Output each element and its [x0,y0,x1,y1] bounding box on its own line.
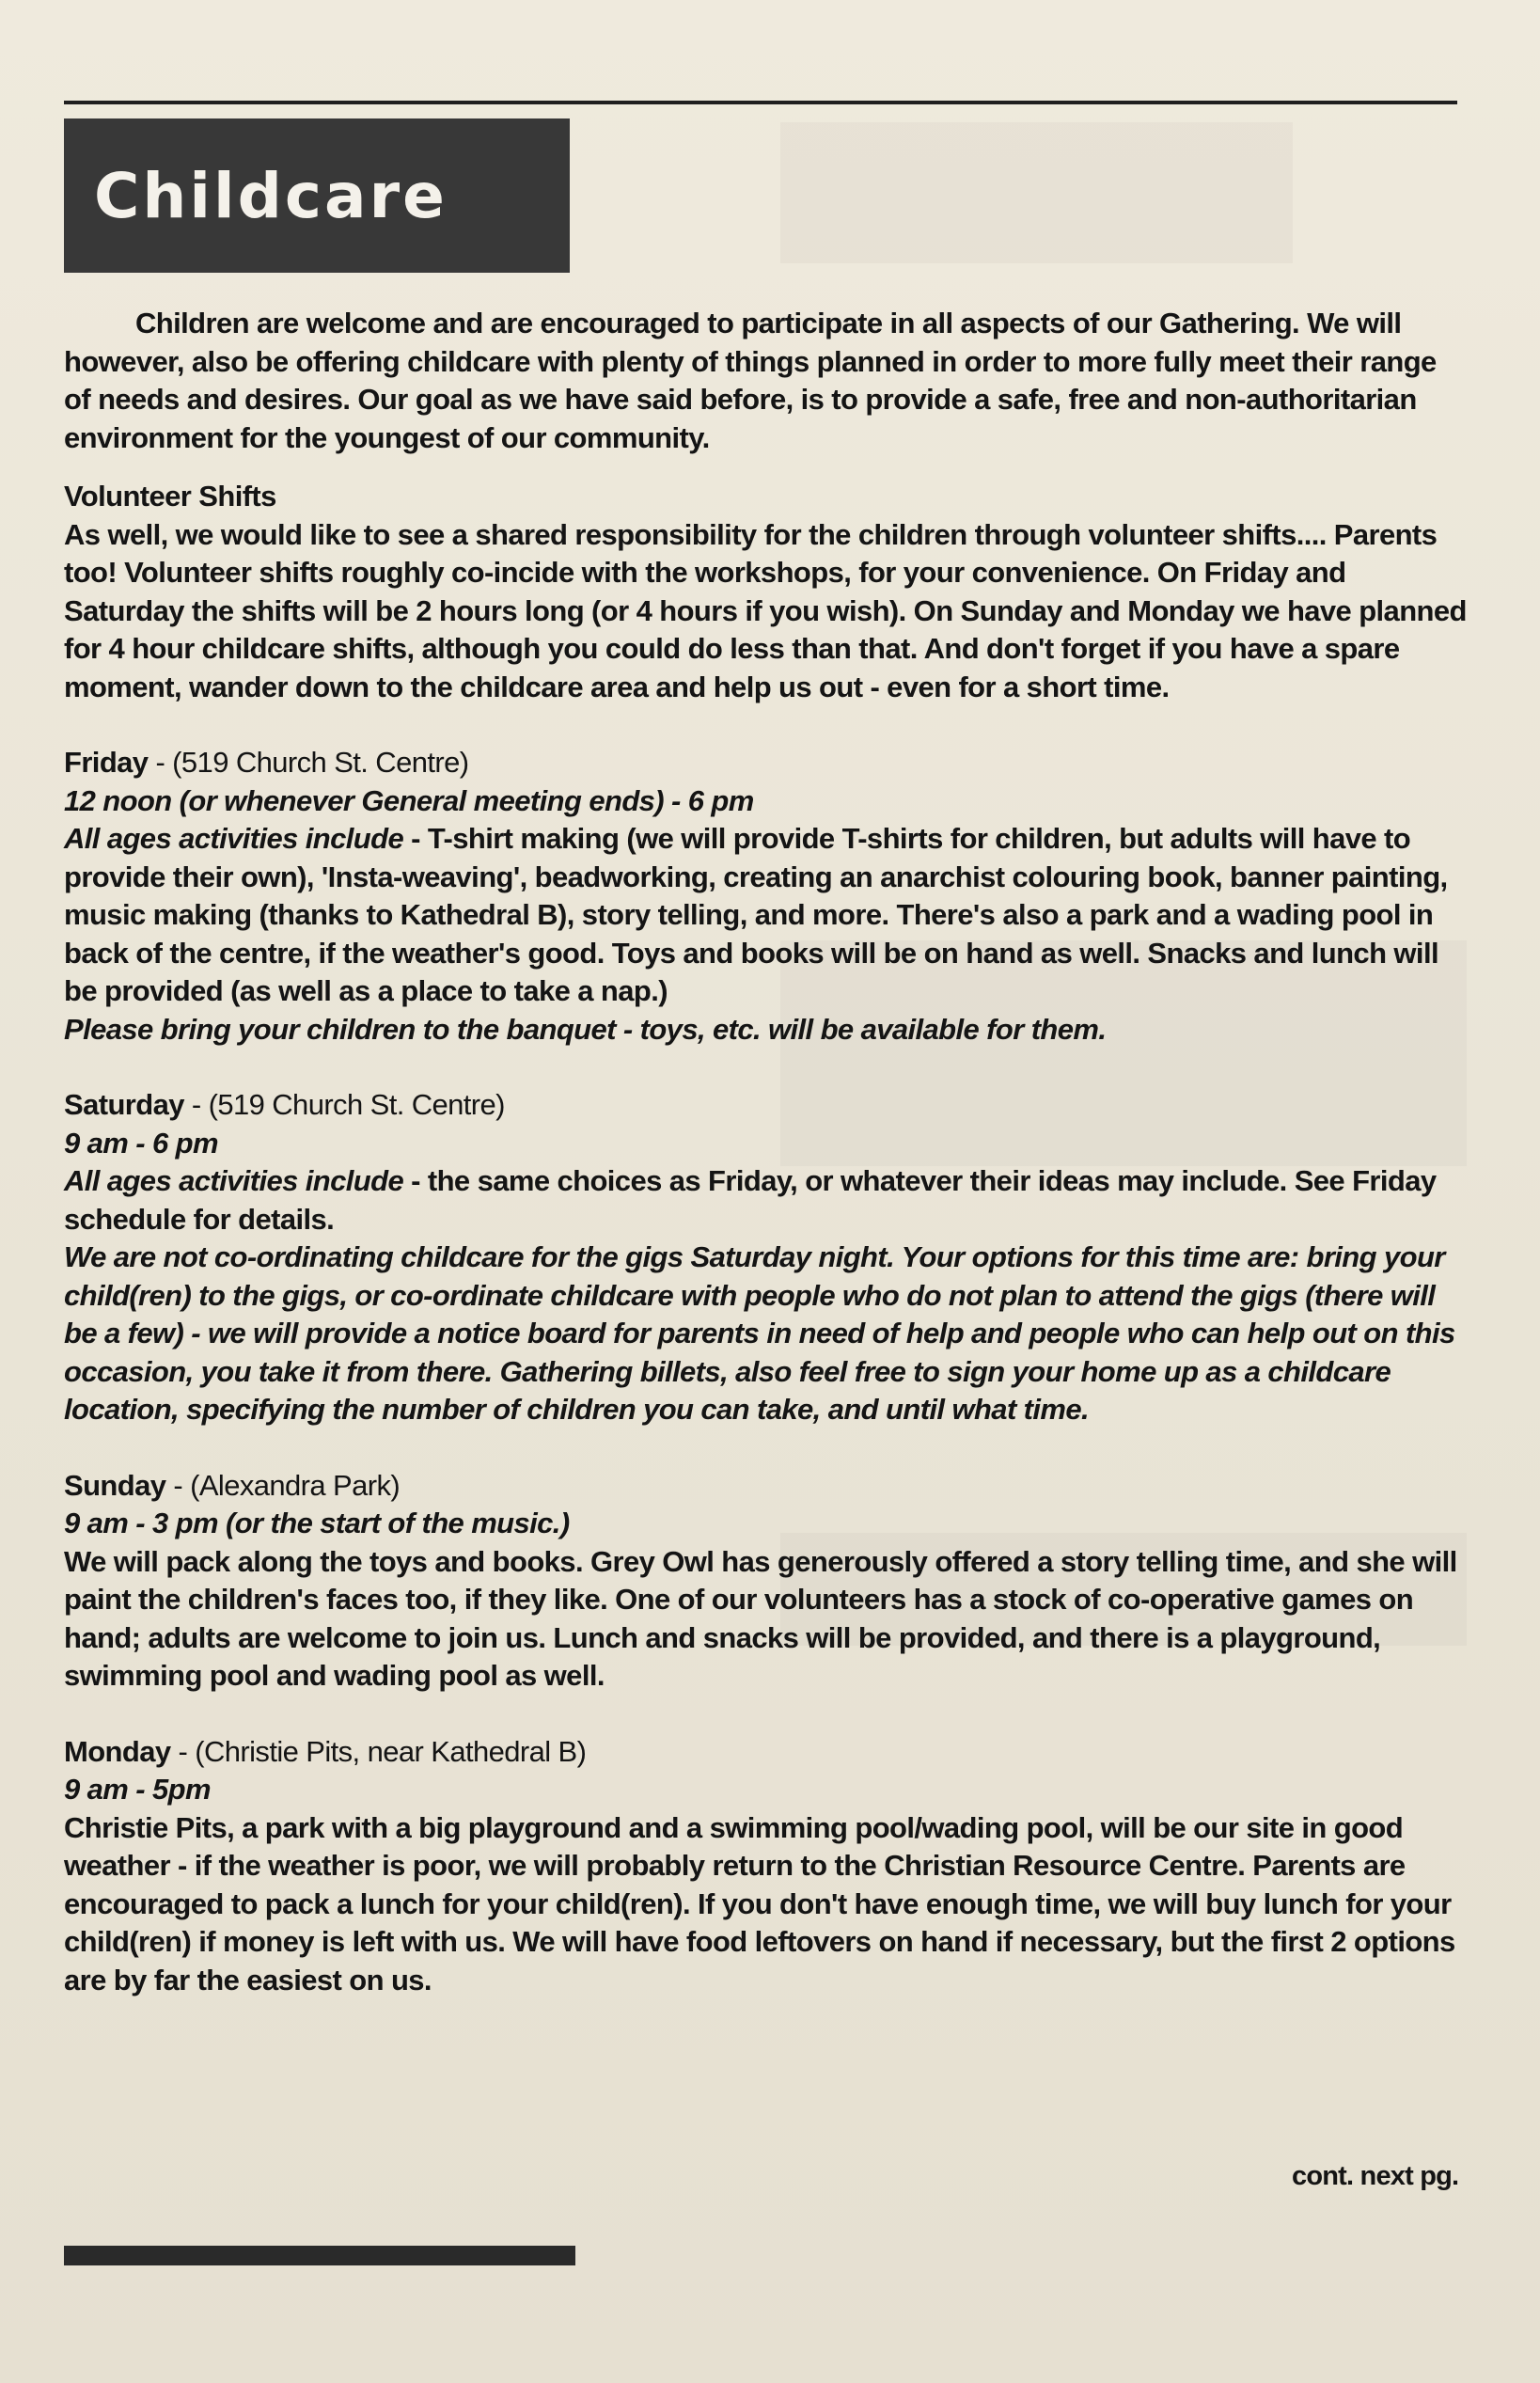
friday-heading [64,744,1467,782]
saturday-paragraph [64,1162,1467,1239]
top-rule [64,101,1457,104]
friday-day: Friday [64,746,149,779]
monday-heading [64,1733,1467,1772]
saturday-time: 9 am - 6 pm [64,1126,218,1160]
article-body [64,305,1467,1999]
sunday-venue: - (Alexandra Park) [165,1468,401,1502]
bottom-rule [64,2246,575,2265]
friday-paragraph [64,820,1467,1011]
monday-paragraph: Christie Pits, a park with a big playground and a swimming pool/wading pool, will be our site in good weather - if the weather is poor, we will probably return to the Christian Resource Centre. Parents are encouraged to pack a lunch for your child(ren). If you don't have enough time, we will buy lunch for your child(ren) if money is left with us. We will have food leftovers on hand if necessary, but the first 2 options are by far the easiest on us. [64,1810,1455,1996]
page-title: Childcare [94,159,448,232]
saturday-venue: - (519 Church St. Centre) [183,1088,505,1121]
sunday-time: 9 am - 3 pm (or the start of the music.) [64,1507,570,1539]
bleed-through-block [780,122,1293,263]
friday-time: 12 noon (or whenever General meeting ends) - 6 pm [64,783,754,817]
saturday-note: We are not co-ordinating childcare for the gigs Saturday night. Your options for this time are: bring your child(ren) to the gigs, or co-ordinate childcare with people who do not plan to attend the gigs (there will be a few) - we will provide a notice board for parents in need of help and people who can help out on this occasion, you take it from there. Gathering billets, also feel free to sign your home up as a childcare location, specifying the number of children you can take, and until what time. [64,1240,1455,1426]
sunday-heading [64,1467,1467,1506]
saturday-lead: All ages activities include [64,1164,404,1197]
title-banner [64,118,570,273]
volunteer-paragraph: As well, we would like to see a shared responsibility for the children through volunteer shifts.... Parents too! Volunteer shifts roughly co-incide with the workshops, for your convenience. On Friday and Saturday the shifts will be 2 hours long (or 4 hours if you wish). On Sunday and Monday we have planned for 4 hour childcare shifts, although you could do less than that. And don't forget if you have a spare moment, wander down to the childcare area and help us out - even for a short time. [64,517,1467,703]
friday-note: Please bring your children to the banquet - toys, etc. will be available for them. [64,1012,1107,1046]
sunday-day: Sunday [64,1468,166,1502]
monday-time: 9 am - 5pm [64,1773,211,1806]
friday-venue: - (519 Church St. Centre) [148,746,469,779]
intro-paragraph: Children are welcome and are encouraged to participate in all aspects of our Gathering. We will however, also be offering childcare with plenty of things planned in order to more fully meet their range of needs and desires. Our goal as we have said before, is to provide a safe, free and non-authoritarian environment for the youngest of our community. [64,307,1437,454]
volunteer-heading: Volunteer Shifts [64,480,276,513]
continued-note: cont. next pg. [1292,2161,1459,2191]
saturday-heading [64,1086,1467,1125]
friday-body: - T-shirt making (we will provide T-shirts for children, but adults will have to provide their own), 'Insta-weaving', beadworking, creating an anarchist colouring book, banner painting, music making (thanks to Kathedral B), story telling, and more. There's also a park and a wading pool in back of the centre, if the weather's good. Toys and books will be on hand as well. Snacks and lunch will be provided (as well as a place to take a nap.) [64,822,1448,1007]
sunday-paragraph: We will pack along the toys and books. Grey Owl has generously offered a story telling time, and she will paint the children's faces too, if they like. One of our volunteers has a stock of co-operative games on hand; adults are welcome to join us. Lunch and snacks will be provided, and there is a playground, swimming pool and wading pool as well. [64,1544,1457,1692]
monday-venue: - (Christie Pits, near Kathedral B) [170,1734,587,1768]
friday-lead: All ages activities include [64,822,404,855]
saturday-day: Saturday [64,1088,184,1121]
saturday-body: - the same choices as Friday, or whatever their ideas may include. See Friday schedule for details. [64,1164,1437,1236]
monday-day: Monday [64,1734,171,1768]
